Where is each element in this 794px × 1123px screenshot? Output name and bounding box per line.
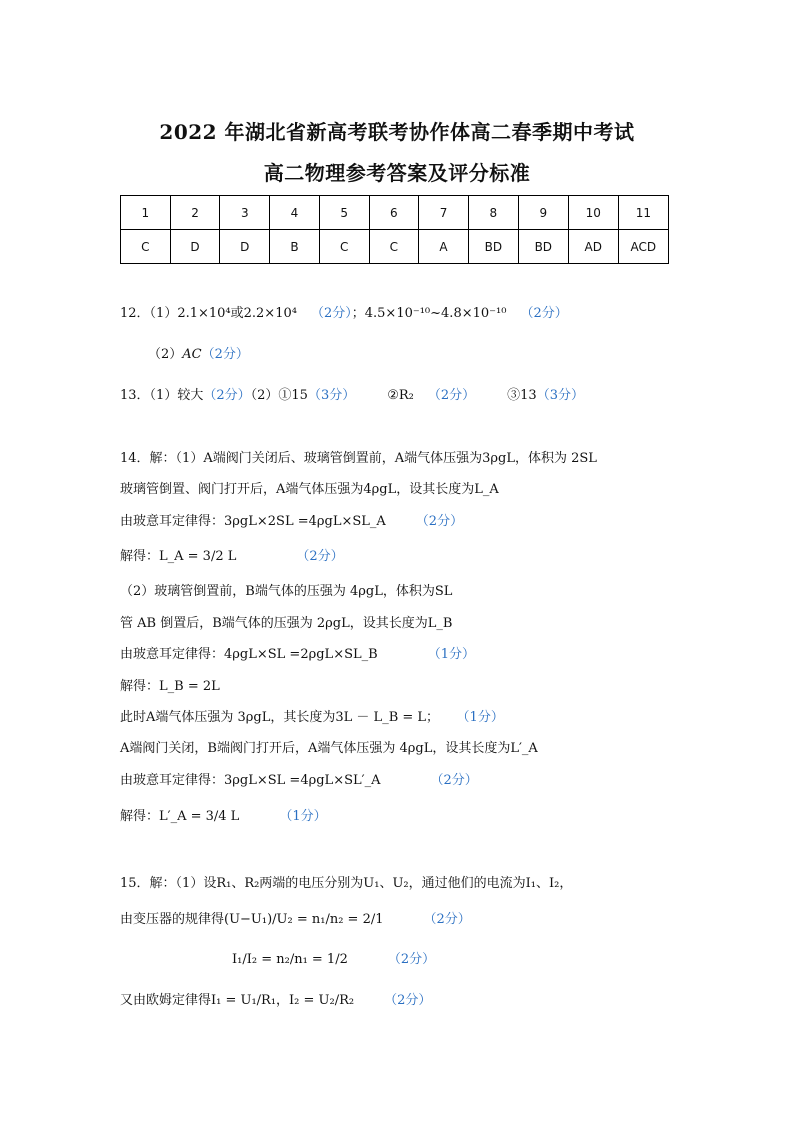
table-cell: 10 <box>568 196 618 230</box>
q14-text-9: 此时A端气体压强为 3ρgL，其长度为3L － L_B = L； <box>120 710 440 725</box>
table-cell: 11 <box>618 196 668 230</box>
q15-line-1: 15．解：（1）设R₁、R₂两端的电压分别为U₁、U₂，通过他们的电流为I₁、I₂， <box>120 876 573 891</box>
q15-line-4 <box>120 989 431 1008</box>
q14-points-3: （1分） <box>427 647 475 662</box>
table-cell: 1 <box>121 196 171 230</box>
table-row-answers <box>121 230 669 264</box>
q15-points-1: （2分） <box>423 912 471 927</box>
q14-points-4: （1分） <box>463 710 504 725</box>
table-cell: A <box>419 230 469 264</box>
q13-points-2: （3分） <box>307 388 356 403</box>
table-cell: 8 <box>468 196 518 230</box>
q12-line-1 <box>120 302 568 321</box>
q14-line-1: 14．解：（1）A端阀门关闭后、玻璃管倒置前，A端气体压强为3ρgL，体积为 2SL <box>120 451 597 466</box>
q15-line-2 <box>120 908 471 927</box>
table-cell: C <box>121 230 171 264</box>
table-cell: B <box>270 230 320 264</box>
q13-line <box>120 384 584 403</box>
q14-points-2: （2分） <box>296 549 344 564</box>
q13-points-1: （2分） <box>203 388 251 403</box>
q15-points-3: （2分） <box>384 993 432 1008</box>
table-cell: D <box>220 230 270 264</box>
q15-eq-3: 又由欧姆定律得I₁ = U₁/R₁，I₂ = U₂/R₂ <box>120 993 355 1008</box>
q13-points-3: （2分） <box>427 388 476 403</box>
q14-line-7 <box>120 643 475 662</box>
q13-points-4: （3分） <box>536 388 584 403</box>
q14-line-10: A端阀门关闭，B端阀门打开后，A端气体压强为 4ρgL，设其长度为L′_A <box>120 741 538 756</box>
answer-table <box>120 195 669 264</box>
table-cell: C <box>319 230 369 264</box>
table-row-numbers <box>121 196 669 230</box>
q14-points-6: （1分） <box>279 809 327 824</box>
q14-line-5: （2）玻璃管倒置前，B端气体的压强为 4ρgL，体积为SL <box>120 584 453 599</box>
q14-points-1: （2分） <box>415 514 464 529</box>
table-cell: BD <box>518 230 568 264</box>
q12-points-1: （2分） <box>310 306 352 321</box>
q12-points-3: （2分） <box>201 347 249 362</box>
q14-eq-1: 由玻意耳定律得：3ρgL×2SL =4ρgL×SL_A <box>120 514 386 529</box>
table-cell: 2 <box>170 196 220 230</box>
q12-text-1: 12．（1）2.1×10⁴或2.2×10⁴ <box>120 306 297 321</box>
q12-text-2: ；4.5×10⁻¹⁰~4.8×10⁻¹⁰ <box>351 306 507 321</box>
q14-points-5: （2分） <box>430 773 478 788</box>
q14-result-1: 解得：L_A = 3/2 L <box>120 549 237 564</box>
table-cell: 5 <box>319 196 369 230</box>
q13-part-2: （2）①15 <box>250 388 308 403</box>
q14-line-4 <box>120 545 344 564</box>
q14-line-9 <box>120 706 504 725</box>
q12-part-2-label: （2） <box>148 347 183 362</box>
table-cell: BD <box>468 230 518 264</box>
q14-eq-3: 由玻意耳定律得：3ρgL×SL =4ρgL×SL′_A <box>120 773 381 788</box>
exam-title: 2022 年湖北省新高考联考协作体高二春季期中考试 <box>159 120 635 144</box>
q15-eq-1: 由变压器的规律得(U−U₁)/U₂ = n₁/n₂ = 2/1 <box>120 912 384 927</box>
table-cell: 9 <box>518 196 568 230</box>
table-cell: ACD <box>618 230 668 264</box>
q14-line-8: 解得：L_B = 2L <box>120 679 220 694</box>
table-cell: 6 <box>369 196 419 230</box>
table-cell: 3 <box>220 196 270 230</box>
q13-part-4: ③13 <box>507 388 537 403</box>
q12-line-2 <box>148 343 249 362</box>
table-cell: D <box>170 230 220 264</box>
table-cell: AD <box>568 230 618 264</box>
q14-eq-2: 由玻意耳定律得：4ρgL×SL =2ρgL×SL_B <box>120 647 378 662</box>
table-cell: C <box>369 230 419 264</box>
q12-points-2: （2分） <box>520 306 568 321</box>
table-cell: 7 <box>419 196 469 230</box>
exam-subtitle: 高二物理参考答案及评分标准 <box>263 161 531 185</box>
q14-line-11 <box>120 769 478 788</box>
q14-line-6: 管 AB 倒置后，B端气体的压强为 2ρgL，设其长度为L_B <box>120 616 453 631</box>
q14-line-3 <box>120 510 463 529</box>
q14-result-2: 解得：L′_A = 3/4 L <box>120 809 240 824</box>
q15-line-3 <box>232 948 435 967</box>
q15-eq-2: I₁/I₂ = n₂/n₁ = 1/2 <box>232 952 348 967</box>
q14-line-2: 玻璃管倒置、阀门打开后，A端气体压强为4ρgL，设其长度为L_A <box>120 482 499 497</box>
q13-part-1: 13．（1）较大 <box>120 388 204 403</box>
q14-line-12 <box>120 805 327 824</box>
q12-answer: AC <box>182 347 202 362</box>
table-cell: 4 <box>270 196 320 230</box>
q13-part-3: ②R₂ <box>387 388 414 403</box>
q15-points-2: （2分） <box>387 952 436 967</box>
